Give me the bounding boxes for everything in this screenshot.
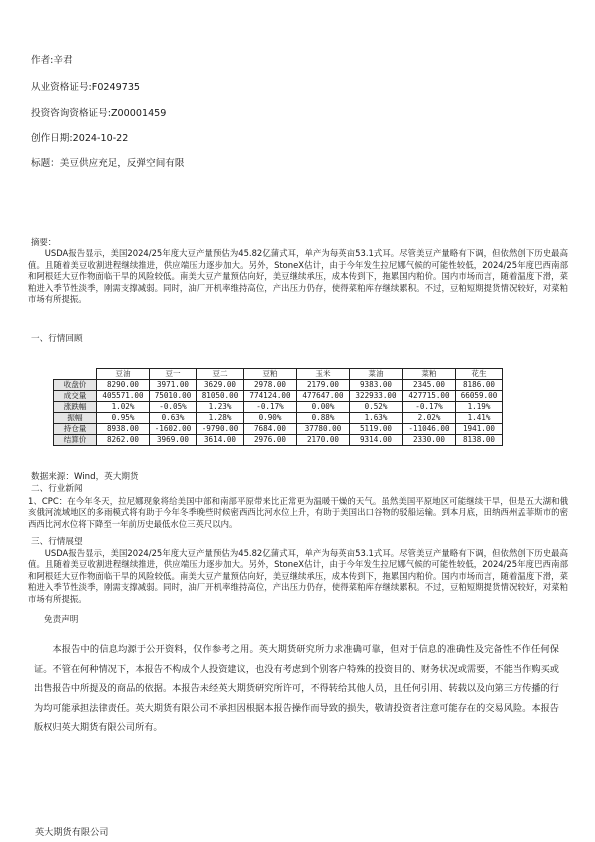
table-cell: 37780.00 — [297, 424, 350, 435]
table-cell: -9790.00 — [197, 424, 244, 435]
table-cell: 1.02% — [97, 402, 150, 413]
table-row — [54, 413, 503, 424]
table-corner — [54, 369, 97, 380]
column-header: 玉米 — [297, 369, 350, 380]
table-cell: 5119.00 — [350, 424, 403, 435]
table-cell: 0.95% — [97, 413, 150, 424]
table-cell: 8186.00 — [456, 380, 503, 391]
table-cell: 477647.00 — [297, 391, 350, 402]
table-cell: 8290.00 — [97, 380, 150, 391]
disclaimer-heading: 免责声明 — [44, 615, 79, 625]
row-label: 成交量 — [54, 391, 97, 402]
table-cell: 1.41% — [456, 413, 503, 424]
section-outlook-heading: 三、行情展望 — [31, 537, 83, 547]
table-row — [54, 435, 503, 446]
table-cell: -1602.00 — [150, 424, 197, 435]
table-cell: 2179.00 — [297, 380, 350, 391]
market-table — [53, 368, 503, 446]
table-cell: 1.19% — [456, 402, 503, 413]
table-cell: 8262.00 — [97, 435, 150, 446]
table-cell: 2330.00 — [403, 435, 456, 446]
report-title: 标题：美豆供应充足，反弹空间有限 — [31, 158, 185, 169]
summary-body: USDA报告显示，美国2024/25年度大豆产量预估为45.82亿蒲式耳，单产为每英亩53.1式耳。尽管美豆产量略有下调，但依然创下历史最高值。且随着美豆收割进程继续推进，供应端压力逐步加大。另外，StoneX估计，由于今年发生拉尼娜气候的可能性较低，2024/25年度巴西南部和阿根廷大豆作物面临干旱的风险较低。南美大豆产量预估向好，美豆继续承压，成本传到下，拖累国内粕价。国内市场而言，随着温度下滑，菜粕进入季节性淡季，刚需支撑减弱。同时，油厂开机率维持高位，产出压力仍存，使得菜粕库存继续累积。不过，豆粕短期提货情况较好，对菜粕市场有所提振。 — [28, 248, 568, 305]
table-cell: 0.63% — [150, 413, 197, 424]
industry-news-body: 1、CPC：在今年冬天，拉尼娜现象将给美国中部和南部平原带来比正常更为温暖干燥的天气。虽然美国平原地区可能继续干旱，但是五大湖和俄亥俄河流域地区的多雨模式将有助于今年冬季晚些时候密西西比河水位上升，有助于美国出口谷物的驳船运输。到本月底，田纳西州孟菲斯市的密西西比河水位将下降至一年前历史最低水位三英尺以内。 — [28, 496, 568, 529]
table-header-row — [54, 369, 503, 380]
consulting-number: 投资咨询资格证号:Z00001459 — [31, 108, 167, 119]
table-cell: 66059.00 — [456, 391, 503, 402]
table-cell: 0.88% — [297, 413, 350, 424]
table-cell: -0.17% — [403, 402, 456, 413]
column-header: 豆二 — [197, 369, 244, 380]
table-cell: 2976.00 — [244, 435, 297, 446]
summary-heading: 摘要： — [31, 237, 57, 247]
company-footer: 英大期货有限公司 — [35, 827, 109, 838]
section-industry-news-heading: 二、行业新闻 — [31, 484, 83, 494]
outlook-body: USDA报告显示，美国2024/25年度大豆产量预估为45.82亿蒲式耳，单产为每英亩53.1式耳。尽管美豆产量略有下调，但依然创下历史最高值。且随着美豆收割进程继续推进，供应端压力逐步加大。另外，StoneX估计，由于今年发生拉尼娜气候的可能性较低，2024/25年度巴西南部和阿根廷大豆作物面临干旱的风险较低。南美大豆产量预估向好，美豆继续承压，成本传到下，拖累国内粕价。国内市场而言，随着温度下滑，菜粕进入季节性淡季，刚需支撑减弱。同时，油厂开机率维持高位，产出压力仍存，使得菜粕库存继续累积。不过，豆粕短期提货情况较好，对菜粕市场有所提振。 — [28, 548, 568, 604]
table-cell: 1.23% — [197, 402, 244, 413]
row-label: 结算价 — [54, 435, 97, 446]
table-row — [54, 424, 503, 435]
creation-date: 创作日期:2024-10-22 — [31, 133, 129, 144]
qualification-number: 从业资格证号:F0249735 — [31, 82, 141, 93]
table-cell: 322933.00 — [350, 391, 403, 402]
table-cell: 8138.00 — [456, 435, 503, 446]
column-header: 豆粕 — [244, 369, 297, 380]
table-cell: 3629.00 — [197, 380, 244, 391]
table-row — [54, 402, 503, 413]
row-label: 持仓量 — [54, 424, 97, 435]
table-cell: 81050.00 — [197, 391, 244, 402]
author-line: 作者:辛君 — [31, 55, 73, 66]
table-row — [54, 380, 503, 391]
column-header: 菜油 — [350, 369, 403, 380]
row-label: 收盘价 — [54, 380, 97, 391]
disclaimer-body: 本报告中的信息均源于公开资料，仅作参考之用。英大期货研究所力求准确可靠，但对于信息的准确性及完备性不作任何保证。不管在何种情况下，本报告不构成个人投资建议，也没有考虑到个别客户特殊的投资目的、财务状况或需要，不能当作购买或出售报告中所提及的商品的依据。本报告未经英大期货研究所许可，不得转给其他人员，且任何引用、转载以及向第三方传播的行为均可能承担法律责任。英大期货有限公司不承担因根据本报告操作而导致的损失，敬请投资者注意可能存在的交易风险。本报告版权归英大期货有限公司所有。 — [34, 644, 559, 734]
section-market-review-heading: 一、行情回顾 — [31, 334, 83, 344]
table-cell: 2.02% — [403, 413, 456, 424]
table-cell: 9383.00 — [350, 380, 403, 391]
table-cell: 1941.00 — [456, 424, 503, 435]
row-label: 振幅 — [54, 413, 97, 424]
table-cell: 2170.00 — [297, 435, 350, 446]
table-cell: 0.52% — [350, 402, 403, 413]
table-cell: 774124.00 — [244, 391, 297, 402]
table-cell: 75010.00 — [150, 391, 197, 402]
table-cell: 3969.00 — [150, 435, 197, 446]
table-cell: 1.63% — [350, 413, 403, 424]
table-cell: 8938.00 — [97, 424, 150, 435]
column-header: 菜粕 — [403, 369, 456, 380]
table-cell: 2345.00 — [403, 380, 456, 391]
table-cell: 9314.00 — [350, 435, 403, 446]
column-header: 豆油 — [97, 369, 150, 380]
table-cell: 3971.00 — [150, 380, 197, 391]
table-cell: -0.17% — [244, 402, 297, 413]
row-label: 涨跌幅 — [54, 402, 97, 413]
table-cell: 3614.00 — [197, 435, 244, 446]
summary-block — [28, 237, 568, 305]
table-cell: 427715.00 — [403, 391, 456, 402]
column-header: 豆一 — [150, 369, 197, 380]
table-cell: 1.28% — [197, 413, 244, 424]
table-cell: -0.05% — [150, 402, 197, 413]
table-cell: 0.00% — [297, 402, 350, 413]
data-source: 数据来源：Wind，英大期货 — [31, 472, 139, 482]
table-cell: 0.90% — [244, 413, 297, 424]
column-header: 花生 — [456, 369, 503, 380]
table-row — [54, 391, 503, 402]
table-cell: 405571.00 — [97, 391, 150, 402]
table-cell: 2978.00 — [244, 380, 297, 391]
table-cell: -11046.00 — [403, 424, 456, 435]
table-cell: 7684.00 — [244, 424, 297, 435]
